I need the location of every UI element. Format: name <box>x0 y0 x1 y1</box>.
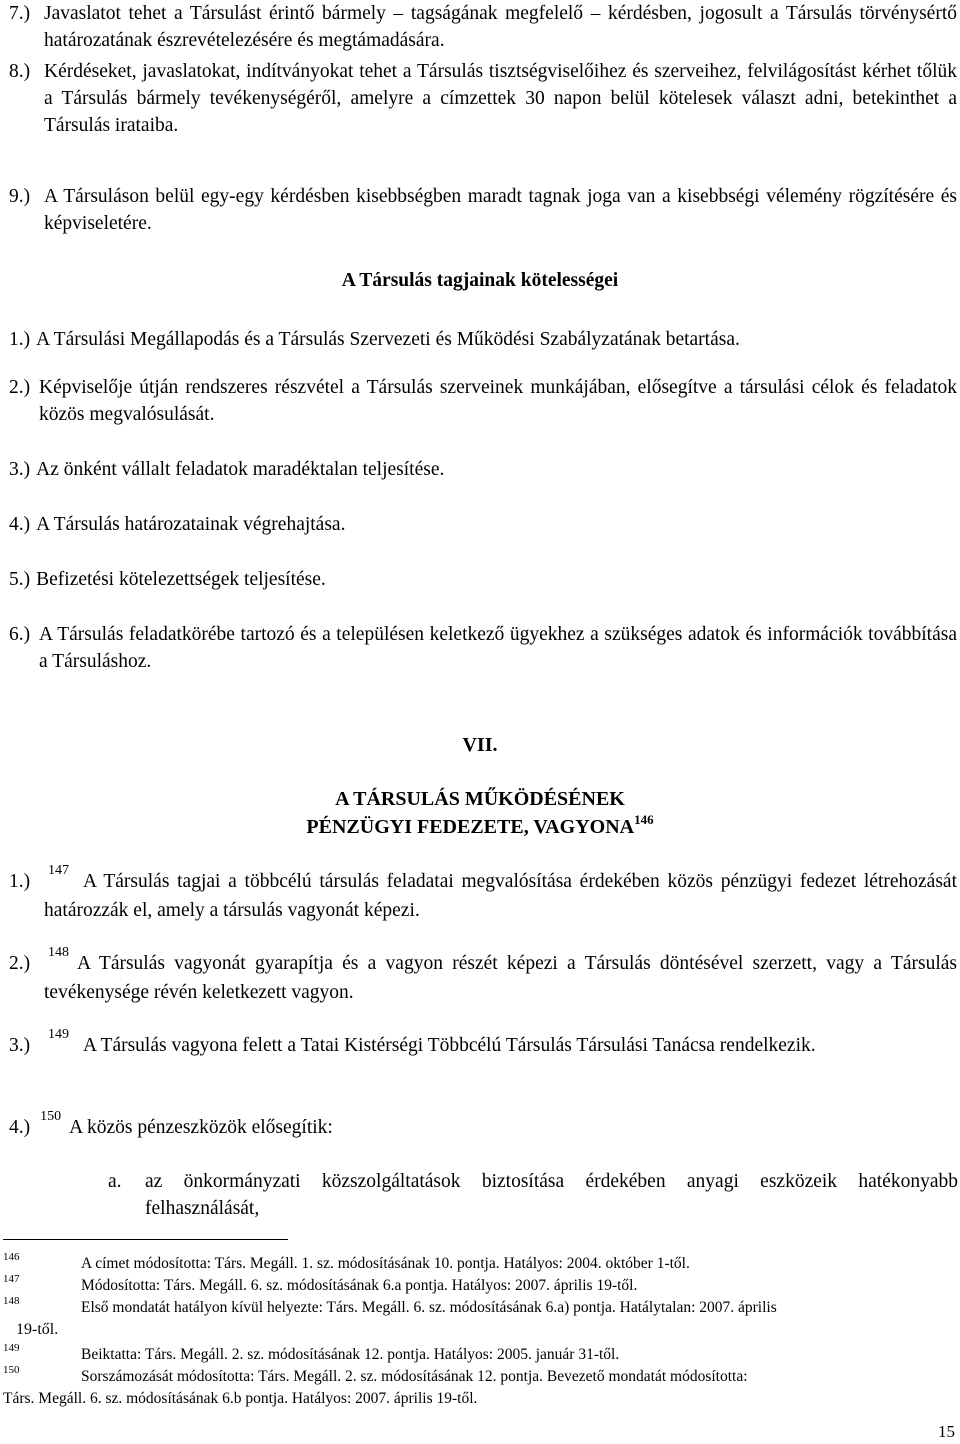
item-text <box>44 1027 957 1061</box>
item-text: A Társuláson belül egy-egy kérdésben kisebbségben maradt tagnak joga van a kisebbségi vélemény rögzítésére és képviseletére. <box>44 186 957 234</box>
item-number: 9.) <box>9 186 31 207</box>
list-item <box>9 0 957 54</box>
item-text <box>44 945 957 1006</box>
duty-item <box>9 621 957 675</box>
footnote-continuation: Társ. Megáll. 6. sz. módosításának 6.b pontja. Hatályos: 2007. április 19-től. <box>3 1390 478 1407</box>
item-text: Az önként vállalt feladatok maradéktalan teljesítése. <box>36 459 445 480</box>
footnote-ref: 150 <box>40 1109 62 1124</box>
item-number: 6.) <box>9 624 31 645</box>
item-number: 8.) <box>9 61 31 82</box>
footnote-separator <box>3 1239 288 1240</box>
footnote-ref: 149 <box>48 1027 69 1042</box>
footnote-mark: 147 <box>3 1273 20 1285</box>
duty-item <box>9 566 957 593</box>
item-text <box>44 863 957 924</box>
footnote-mark: 149 <box>3 1342 20 1354</box>
item-body: A Társulás tagjai a többcélú társulás feladatai megvalósítása érdekében közös pénzügyi fedezet létrehozását határozzák el, amely a társulás vagyonát képezi. <box>44 871 957 921</box>
item-number: 5.) <box>9 569 31 590</box>
chapter-title-line2 <box>0 813 960 843</box>
item-text: Képviselője útján rendszeres részvétel a Társulás szerveinek munkájában, elősegítve a társulási célok és feladatok közös megvalósulását. <box>39 377 957 425</box>
item-text: A Társulási Megállapodás és a Társulás Szervezeti és Működési Szabályzatának betartása. <box>36 329 740 350</box>
item-text: Kérdéseket, javaslatokat, indítványokat tehet a Társulás tisztségviselőihez és szerveihez, felvilágosítást kérhet tőlük a Társulás bármely tevékenységéről, amelyre a címzettek 30 napon belül kötelesek választ adni, betekinthet a Társulás irataiba. <box>44 61 957 136</box>
item-number: 4.) <box>9 514 31 535</box>
footnote-text: Első mondatát hatályon kívül helyezte: Társ. Megáll. 6. sz. módosításának 6.a) pontja. Hatálytalan: 2007. április <box>81 1299 777 1316</box>
footnote-mark: 150 <box>3 1364 20 1376</box>
section-title: A Társulás tagjainak kötelességei <box>341 270 619 291</box>
footnote-mark: 148 <box>3 1295 20 1307</box>
sub-item-label: a. <box>108 1171 122 1192</box>
chapter-number: VII. <box>462 734 498 756</box>
finance-item <box>9 1027 957 1061</box>
page-number: 15 <box>938 1422 955 1441</box>
list-item <box>9 183 957 237</box>
footnote-mark: 146 <box>3 1251 20 1263</box>
footnote-ref: 147 <box>48 863 69 878</box>
footnote-text: A címet módosította: Társ. Megáll. 1. sz. módosításának 10. pontja. Hatályos: 2004. október 1-től. <box>81 1255 690 1272</box>
footnote-text: Módosította: Társ. Megáll. 6. sz. módosításának 6.a pontja. Hatályos: 2007. április 19-től. <box>81 1277 638 1294</box>
item-number: 7.) <box>9 3 31 24</box>
sub-item-text: az önkormányzati közszolgáltatások biztosítása érdekében anyagi eszközeik hatékonyabb felhasználását, <box>145 1171 958 1219</box>
item-number: 1.) <box>9 329 31 350</box>
item-number: 2.) <box>9 377 31 398</box>
item-number: 3.) <box>9 459 31 480</box>
item-text: A Társulás feladatkörébe tartozó és a településen keletkező ügyekhez a szükséges adatok és információk továbbítása a Társuláshoz. <box>39 624 957 672</box>
sub-list-item <box>108 1168 958 1222</box>
chapter-title-text: PÉNZÜGYI FEDEZETE, VAGYONA <box>306 816 635 838</box>
item-text: A Társulás határozatainak végrehajtása. <box>36 514 346 535</box>
item-number: 3.) <box>9 1035 31 1056</box>
footnote-text: Sorszámozását módosította: Társ. Megáll. 2. sz. módosításának 12. pontja. Bevezető mondatát módosította: <box>81 1368 748 1385</box>
finance-item <box>9 1109 957 1143</box>
chapter-title-line1: A TÁRSULÁS MŰKÖDÉSÉNEK <box>335 788 625 810</box>
item-text: Befizetési kötelezettségek teljesítése. <box>36 569 326 590</box>
item-body: A Társulás vagyonát gyarapítja és a vagyon részét képezi a Társulás döntésével szerzett, vagy a Társulás tevékenysége révén keletkezett vagyon. <box>44 953 957 1003</box>
item-text: Javaslatot tehet a Társulást érintő bármely – tagságának megfelelő – kérdésben, jogosult a Társulás törvénysértő határozatának észrevételezésére és megtámadására. <box>44 3 957 51</box>
footnote-text: Beiktatta: Társ. Megáll. 2. sz. módosításának 12. pontja. Hatályos: 2005. január 31-től. <box>81 1346 620 1363</box>
finance-item <box>9 863 957 924</box>
finance-item <box>9 945 957 1006</box>
duty-item <box>9 374 957 428</box>
duty-item <box>9 326 957 353</box>
list-item <box>9 58 957 139</box>
item-body: A Társulás vagyona felett a Tatai Kistérségi Többcélú Társulás Társulási Tanácsa rendelkezik. <box>83 1035 816 1056</box>
item-number: 4.) <box>9 1117 31 1138</box>
duty-item <box>9 456 957 483</box>
duty-item <box>9 511 957 538</box>
footnote-ref: 148 <box>48 945 69 960</box>
footnote-ref: 146 <box>634 812 654 827</box>
footnote-continuation: 19-től. <box>16 1321 59 1338</box>
item-number: 2.) <box>9 953 31 974</box>
item-body: A közös pénzeszközök elősegítik: <box>69 1117 333 1138</box>
item-number: 1.) <box>9 871 31 892</box>
